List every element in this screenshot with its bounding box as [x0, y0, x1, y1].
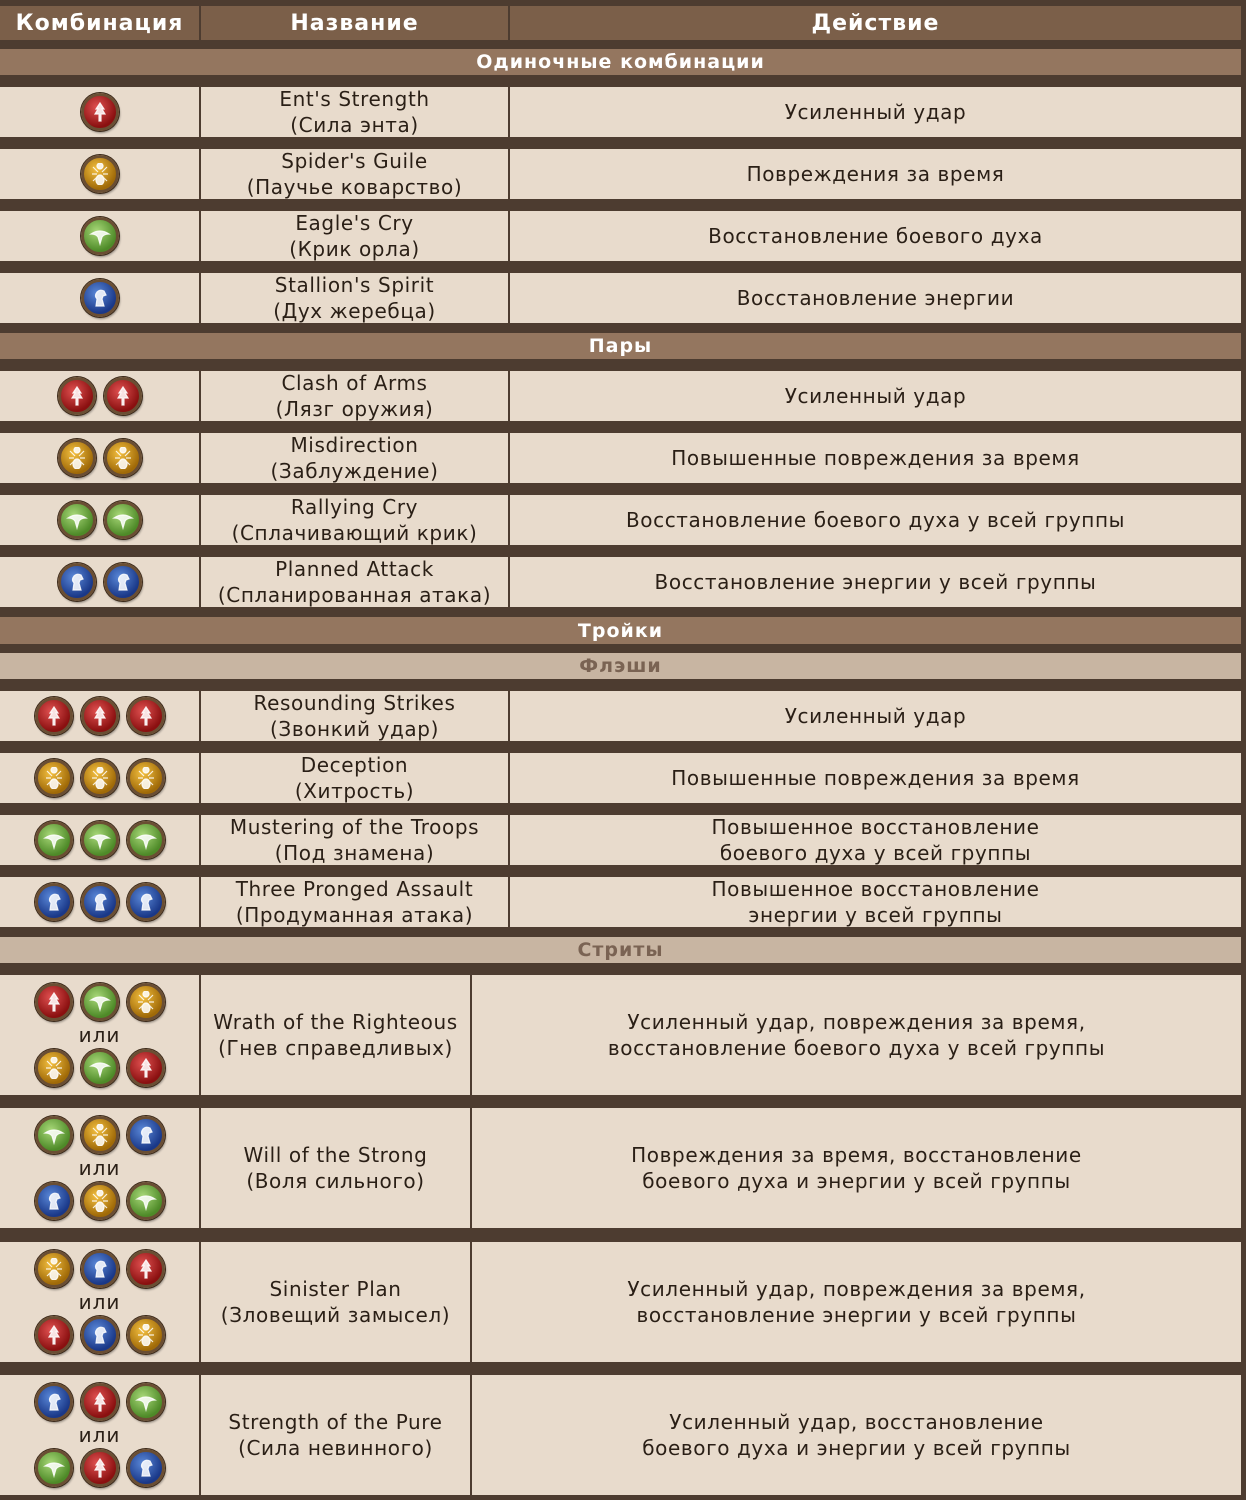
table-row [0, 371, 1241, 421]
green-gem-icon [35, 821, 73, 859]
tree-emblem-icon [135, 1057, 157, 1079]
eagle-emblem-icon [112, 509, 134, 531]
table-row [0, 87, 1241, 137]
spider-emblem-icon [43, 1057, 65, 1079]
eagle-emblem-icon [89, 991, 111, 1013]
gem-group [35, 1383, 165, 1421]
action-cell [472, 1242, 1241, 1362]
action-cell [510, 557, 1241, 607]
gold-gem-icon [81, 759, 119, 797]
eagle-emblem-icon [43, 1457, 65, 1479]
combination-name-ru: (Спланированная атака) [217, 583, 492, 607]
combination-cell [0, 495, 201, 545]
name-cell [201, 149, 510, 199]
blue-gem-icon [81, 1316, 119, 1354]
gem-group [35, 821, 165, 859]
action-text: Повышенные повреждения за время [671, 766, 1080, 790]
table-row [0, 691, 1241, 741]
green-gem-icon [58, 501, 96, 539]
table-row [0, 877, 1241, 927]
gem-group [35, 883, 165, 921]
eagle-emblem-icon [135, 829, 157, 851]
gem-group [35, 697, 165, 735]
tree-emblem-icon [43, 1324, 65, 1346]
eagle-emblem-icon [89, 829, 111, 851]
combination-cell [0, 1108, 201, 1228]
red-gem-icon [81, 1449, 119, 1487]
gold-gem-icon [81, 1116, 119, 1154]
spider-emblem-icon [135, 1324, 157, 1346]
gold-gem-icon [81, 155, 119, 193]
action-text: Усиленный удар [784, 704, 967, 728]
combination-cell [0, 691, 201, 741]
eagle-emblem-icon [43, 1124, 65, 1146]
combination-name: Sinister Plan [269, 1277, 402, 1301]
blue-gem-icon [58, 563, 96, 601]
gem-group [58, 377, 142, 415]
horse-emblem-icon [135, 1124, 157, 1146]
eagle-emblem-icon [66, 509, 88, 531]
combination-name: Will of the Strong [243, 1143, 428, 1167]
action-cell [472, 1375, 1241, 1495]
name-cell [201, 815, 510, 865]
blue-gem-icon [35, 1182, 73, 1220]
action-cell [510, 815, 1241, 865]
tree-emblem-icon [112, 385, 134, 407]
red-gem-icon [81, 1383, 119, 1421]
spider-emblem-icon [89, 1190, 111, 1212]
spider-emblem-icon [66, 447, 88, 469]
red-gem-icon [58, 377, 96, 415]
gem-group [35, 1116, 165, 1154]
eagle-emblem-icon [135, 1190, 157, 1212]
spider-emblem-icon [89, 163, 111, 185]
or-label: или [78, 1423, 121, 1447]
name-cell [201, 557, 510, 607]
green-gem-icon [35, 1449, 73, 1487]
combination-name: Rallying Cry [290, 495, 419, 519]
header-name: Название [201, 6, 510, 40]
name-cell [201, 371, 510, 421]
combination-name-ru: (Под знамена) [274, 841, 435, 865]
blue-gem-icon [127, 1449, 165, 1487]
green-gem-icon [81, 217, 119, 255]
gem-group [35, 1449, 165, 1487]
tree-emblem-icon [89, 705, 111, 727]
combination-cell [0, 211, 201, 261]
combination-cell [0, 87, 201, 137]
combination-cell [0, 371, 201, 421]
name-cell [201, 495, 510, 545]
action-text: Усиленный удар, повреждения за время, восстановление энергии у всей группы [627, 1277, 1086, 1327]
tree-emblem-icon [43, 991, 65, 1013]
action-cell [472, 1108, 1241, 1228]
or-label: или [78, 1023, 121, 1047]
combination-name-ru: (Лязг оружия) [275, 397, 434, 421]
action-text: Повреждения за время, восстановление боевого духа и энергии у всей группы [631, 1143, 1082, 1193]
blue-gem-icon [81, 1250, 119, 1288]
horse-emblem-icon [89, 1258, 111, 1280]
gold-gem-icon [104, 439, 142, 477]
green-gem-icon [81, 983, 119, 1021]
header-combination: Комбинация [0, 6, 201, 40]
combination-name: Misdirection [290, 433, 419, 457]
spider-emblem-icon [112, 447, 134, 469]
name-cell [201, 1108, 472, 1228]
blue-gem-icon [81, 279, 119, 317]
tree-emblem-icon [135, 705, 157, 727]
action-cell [510, 753, 1241, 803]
action-cell [510, 495, 1241, 545]
blue-gem-icon [127, 1116, 165, 1154]
gold-gem-icon [127, 1316, 165, 1354]
combination-name: Deception [300, 753, 409, 777]
gem-group [35, 1250, 165, 1288]
horse-emblem-icon [112, 571, 134, 593]
combination-name-ru: (Сила энта) [290, 113, 419, 137]
spider-emblem-icon [43, 1258, 65, 1280]
combination-name-ru: (Гнев справедливых) [218, 1036, 453, 1060]
action-text: Усиленный удар [784, 100, 967, 124]
combination-name-ru: (Звонкий удар) [270, 717, 439, 741]
combination-name: Strength of the Pure [228, 1410, 443, 1434]
combination-name: Three Pronged Assault [235, 877, 474, 901]
gold-gem-icon [58, 439, 96, 477]
table-row [0, 1375, 1241, 1495]
combination-name: Spider's Guile [281, 149, 428, 173]
combination-name-ru: (Зловещий замысел) [220, 1303, 451, 1327]
table-row [0, 211, 1241, 261]
combination-cell [0, 975, 201, 1095]
horse-emblem-icon [89, 1324, 111, 1346]
subsection-header: Флэши [0, 653, 1241, 679]
gem-group [81, 279, 119, 317]
red-gem-icon [127, 697, 165, 735]
gold-gem-icon [35, 1250, 73, 1288]
combination-name: Clash of Arms [281, 371, 428, 395]
combination-name-ru: (Дух жеребца) [273, 299, 436, 323]
action-text: Повреждения за время [746, 162, 1005, 186]
gem-group [35, 1182, 165, 1220]
tree-emblem-icon [135, 1258, 157, 1280]
blue-gem-icon [35, 883, 73, 921]
combination-name: Resounding Strikes [253, 691, 456, 715]
tree-emblem-icon [89, 101, 111, 123]
combination-cell [0, 273, 201, 323]
red-gem-icon [35, 1316, 73, 1354]
table-row [0, 149, 1241, 199]
red-gem-icon [81, 93, 119, 131]
gold-gem-icon [35, 1049, 73, 1087]
horse-emblem-icon [66, 571, 88, 593]
red-gem-icon [127, 1250, 165, 1288]
gem-group [81, 93, 119, 131]
name-cell [201, 273, 510, 323]
gem-group [81, 155, 119, 193]
combination-name: Planned Attack [275, 557, 434, 581]
red-gem-icon [127, 1049, 165, 1087]
green-gem-icon [127, 1383, 165, 1421]
green-gem-icon [81, 821, 119, 859]
combination-name-ru: (Продуманная атака) [235, 903, 474, 927]
combination-name-ru: (Сила невинного) [238, 1436, 433, 1460]
combination-name-ru: (Сплачивающий крик) [231, 521, 478, 545]
name-cell [201, 1375, 472, 1495]
combination-name-ru: (Заблуждение) [270, 459, 439, 483]
green-gem-icon [127, 1182, 165, 1220]
combination-cell [0, 557, 201, 607]
green-gem-icon [104, 501, 142, 539]
tree-emblem-icon [89, 1457, 111, 1479]
name-cell [201, 877, 510, 927]
blue-gem-icon [127, 883, 165, 921]
spider-emblem-icon [135, 767, 157, 789]
gold-gem-icon [127, 983, 165, 1021]
action-cell [510, 273, 1241, 323]
table-row [0, 495, 1241, 545]
action-cell [510, 877, 1241, 927]
combination-cell [0, 815, 201, 865]
gem-group [81, 217, 119, 255]
name-cell [201, 433, 510, 483]
horse-emblem-icon [135, 1457, 157, 1479]
gem-group [35, 1049, 165, 1087]
combination-cell [0, 149, 201, 199]
spider-emblem-icon [135, 991, 157, 1013]
eagle-emblem-icon [89, 1057, 111, 1079]
action-text: Восстановление энергии [736, 286, 1015, 310]
action-text: Восстановление боевого духа [708, 224, 1043, 248]
gem-group [35, 759, 165, 797]
green-gem-icon [127, 821, 165, 859]
name-cell [201, 211, 510, 261]
gem-group [58, 563, 142, 601]
subsection-header: Стриты [0, 937, 1241, 963]
spider-emblem-icon [89, 767, 111, 789]
action-text: Восстановление боевого духа у всей группы [625, 508, 1126, 532]
action-text: Повышенное восстановление боевого духа у всей группы [711, 815, 1040, 865]
spider-emblem-icon [43, 767, 65, 789]
green-gem-icon [35, 1116, 73, 1154]
red-gem-icon [35, 697, 73, 735]
gold-gem-icon [81, 1182, 119, 1220]
tree-emblem-icon [43, 705, 65, 727]
combination-name: Eagle's Cry [295, 211, 414, 235]
action-cell [510, 87, 1241, 137]
action-cell [510, 211, 1241, 261]
horse-emblem-icon [43, 891, 65, 913]
horse-emblem-icon [89, 891, 111, 913]
combination-cell [0, 877, 201, 927]
combination-name-ru: (Паучье коварство) [246, 175, 463, 199]
name-cell [201, 1242, 472, 1362]
table-row [0, 975, 1241, 1095]
combination-name-ru: (Крик орла) [289, 237, 420, 261]
blue-gem-icon [104, 563, 142, 601]
action-text: Повышенные повреждения за время [671, 446, 1080, 470]
blue-gem-icon [35, 1383, 73, 1421]
section-header: Одиночные комбинации [0, 49, 1241, 75]
tree-emblem-icon [89, 1391, 111, 1413]
table-row [0, 433, 1241, 483]
combination-name: Mustering of the Troops [229, 815, 480, 839]
combination-name: Ent's Strength [279, 87, 430, 111]
gold-gem-icon [35, 759, 73, 797]
combination-cell [0, 1242, 201, 1362]
gem-group [35, 1316, 165, 1354]
header-action: Действие [811, 10, 940, 36]
table-row [0, 815, 1241, 865]
action-cell [510, 691, 1241, 741]
gem-group [58, 439, 142, 477]
action-text: Усиленный удар, восстановление боевого духа и энергии у всей группы [642, 1410, 1071, 1460]
combination-cell [0, 1375, 201, 1495]
table-row [0, 1242, 1241, 1362]
tree-emblem-icon [66, 385, 88, 407]
action-cell [510, 149, 1241, 199]
action-cell [510, 433, 1241, 483]
eagle-emblem-icon [43, 829, 65, 851]
combination-name: Stallion's Spirit [274, 273, 435, 297]
horse-emblem-icon [135, 891, 157, 913]
name-cell [201, 975, 472, 1095]
eagle-emblem-icon [135, 1391, 157, 1413]
table-row [0, 557, 1241, 607]
combination-cell [0, 753, 201, 803]
combination-name: Wrath of the Righteous [213, 1010, 458, 1034]
name-cell [201, 691, 510, 741]
action-text: Повышенное восстановление энергии у всей группы [711, 877, 1040, 927]
section-header: Тройки [0, 617, 1241, 644]
action-cell [472, 975, 1241, 1095]
table-row [0, 1108, 1241, 1228]
table-row [0, 753, 1241, 803]
horse-emblem-icon [89, 287, 111, 309]
horse-emblem-icon [43, 1391, 65, 1413]
gem-group [58, 501, 142, 539]
eagle-emblem-icon [89, 225, 111, 247]
or-label: или [78, 1156, 121, 1180]
table-row [0, 273, 1241, 323]
red-gem-icon [81, 697, 119, 735]
name-cell [201, 753, 510, 803]
section-header: Пары [0, 333, 1241, 359]
action-cell [510, 371, 1241, 421]
gold-gem-icon [127, 759, 165, 797]
blue-gem-icon [81, 883, 119, 921]
red-gem-icon [104, 377, 142, 415]
spider-emblem-icon [89, 1124, 111, 1146]
name-cell [201, 87, 510, 137]
green-gem-icon [81, 1049, 119, 1087]
action-text: Усиленный удар [784, 384, 967, 408]
action-text: Усиленный удар, повреждения за время, восстановление боевого духа у всей группы [607, 1010, 1106, 1060]
gem-group [35, 983, 165, 1021]
combination-cell [0, 433, 201, 483]
or-label: или [78, 1290, 121, 1314]
action-text: Восстановление энергии у всей группы [654, 570, 1097, 594]
combination-name-ru: (Хитрость) [294, 779, 415, 803]
red-gem-icon [35, 983, 73, 1021]
table-header [0, 6, 1241, 40]
combination-name-ru: (Воля сильного) [246, 1169, 425, 1193]
horse-emblem-icon [43, 1190, 65, 1212]
